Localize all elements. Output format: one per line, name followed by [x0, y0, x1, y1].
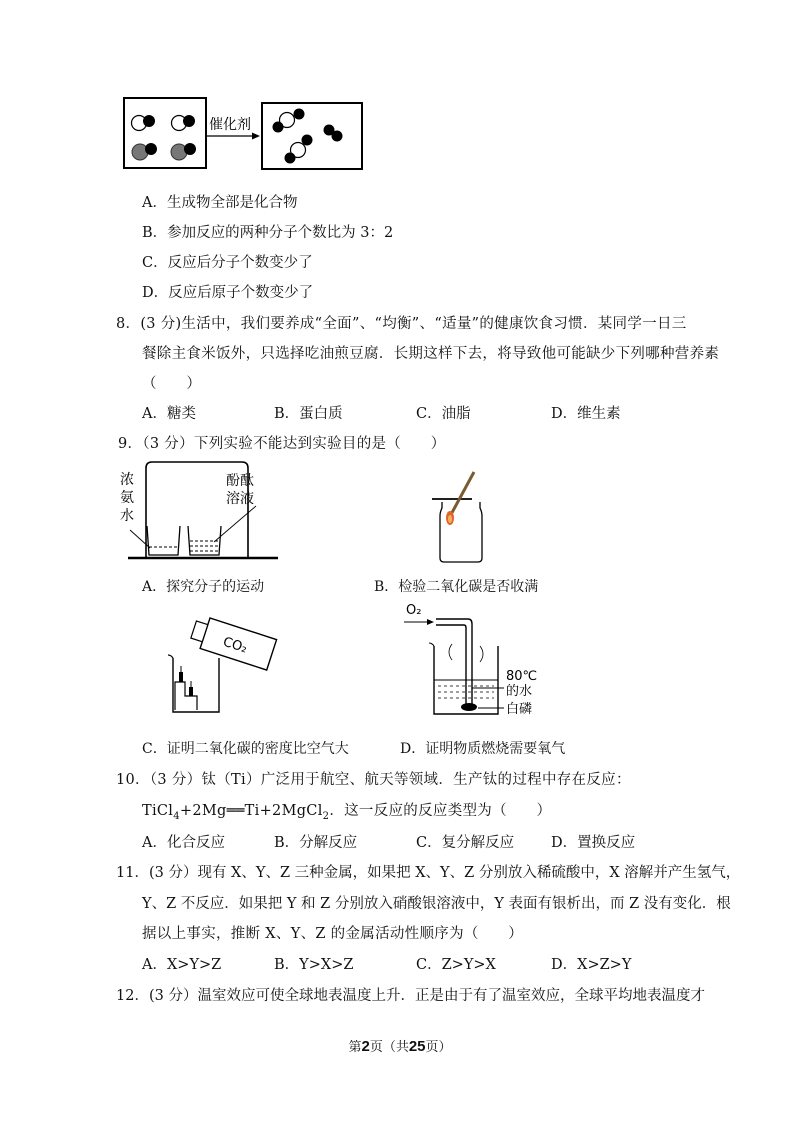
- q10-option-b: B．分解反应: [274, 835, 358, 851]
- fig-b-gas-jar: [428, 470, 498, 566]
- q11-line-1: 11．(3 分）现有 X、Y、Z 三种金属，如果把 X、Y、Z 分别放入稀硫酸中，X 溶解并产生氢气，: [116, 865, 741, 881]
- fig-a-bell-jar: [118, 458, 280, 566]
- q8-option-b: B．蛋白质: [274, 406, 343, 422]
- q10-line-1: 10．（3 分）钛（Ti）广泛用于航空、航天等领域．生产钛的过程中存在反应：: [116, 772, 631, 788]
- q11-option-b: B．Y>X>Z: [274, 957, 354, 973]
- q9-stem: 9．（3 分）下列实验不能达到实验目的是（ ）: [118, 436, 446, 452]
- q10-line-2: TiCl$_4$+2Mg══Ti+2MgCl$_2$．这一反应的反应类型为（ ）: [142, 803, 552, 822]
- fig-c-bottle-label: CO₂: [220, 634, 249, 657]
- q11-option-d: D．X>Z>Y: [551, 957, 632, 973]
- q10-option-a: A．化合反应: [142, 835, 225, 851]
- fig-a-caption: A．探究分子的运动: [142, 579, 265, 595]
- fig-d-gas-label: O₂: [406, 603, 422, 618]
- fig-a-label-left-2: 氨: [120, 490, 134, 506]
- q10-option-d: D．置换反应: [551, 835, 636, 851]
- q7-option-c: C．反应后分子个数变少了: [142, 255, 313, 271]
- q8-option-d: D．维生素: [551, 406, 621, 422]
- q7-option-a: A．生成物全部是化合物: [142, 195, 298, 211]
- q10-option-c: C．复分解反应: [416, 835, 515, 851]
- fig-d-caption: D．证明物质燃烧需要氧气: [400, 741, 566, 757]
- fig-a-label-right-2: 溶液: [226, 491, 254, 507]
- fig-d-water-label-2: 的水: [506, 684, 533, 699]
- fig-d-water-label-1: 80℃: [506, 669, 538, 684]
- q12-line-1: 12．(3 分）温室效应可使全球地表温度上升．正是由于有了温室效应，全球平均地表温度才: [116, 988, 705, 1004]
- q8-line-1: 8．(3 分)生活中，我们要养成“全面”、“均衡”、“适量”的健康饮食习惯．某同学一日三: [116, 316, 687, 332]
- page-number: 2: [361, 1038, 370, 1055]
- reaction-diagram: [118, 96, 368, 172]
- fig-c-co2-candles: [165, 600, 280, 720]
- q7-option-d: D．反应后原子个数变少了: [142, 285, 314, 301]
- fig-d-combustion: [400, 600, 570, 720]
- q8-line-3: （ ）: [142, 376, 202, 392]
- q8-option-a: A．糖类: [142, 406, 196, 422]
- page-footer: 第2页（共25页）: [348, 1038, 452, 1055]
- q7-option-b: B．参加反应的两种分子个数比为 3：2: [142, 225, 394, 241]
- fig-d-phosphorus-label: 白磷: [506, 702, 533, 717]
- catalyst-label: 催化剂: [209, 117, 251, 133]
- fig-a-label-left-1: 浓: [120, 472, 134, 488]
- fig-a-label-left-3: 水: [120, 508, 134, 524]
- fig-c-caption: C．证明二氧化碳的密度比空气大: [142, 741, 349, 757]
- q11-option-c: C．Z>Y>X: [416, 957, 496, 973]
- q8-option-c: C．油脂: [416, 406, 471, 422]
- fig-b-caption: B．检验二氧化碳是否收满: [374, 579, 539, 595]
- page-total: 25: [408, 1038, 426, 1055]
- fig-a-label-right-1: 酚酞: [226, 473, 254, 489]
- q11-line-2: Y、Z 不反应．如果把 Y 和 Z 分别放入硝酸银溶液中，Y 表面有银析出，而 Z 没有变化．根: [142, 896, 731, 912]
- q11-line-3: 据以上事实，推断 X、Y、Z 的金属活动性顺序为（ ）: [142, 926, 524, 942]
- q8-line-2: 餐除主食米饭外，只选择吃油煎豆腐．长期这样下去，将导致他可能缺少下列哪种营养素: [142, 346, 720, 362]
- q11-option-a: A．X>Y>Z: [142, 957, 222, 973]
